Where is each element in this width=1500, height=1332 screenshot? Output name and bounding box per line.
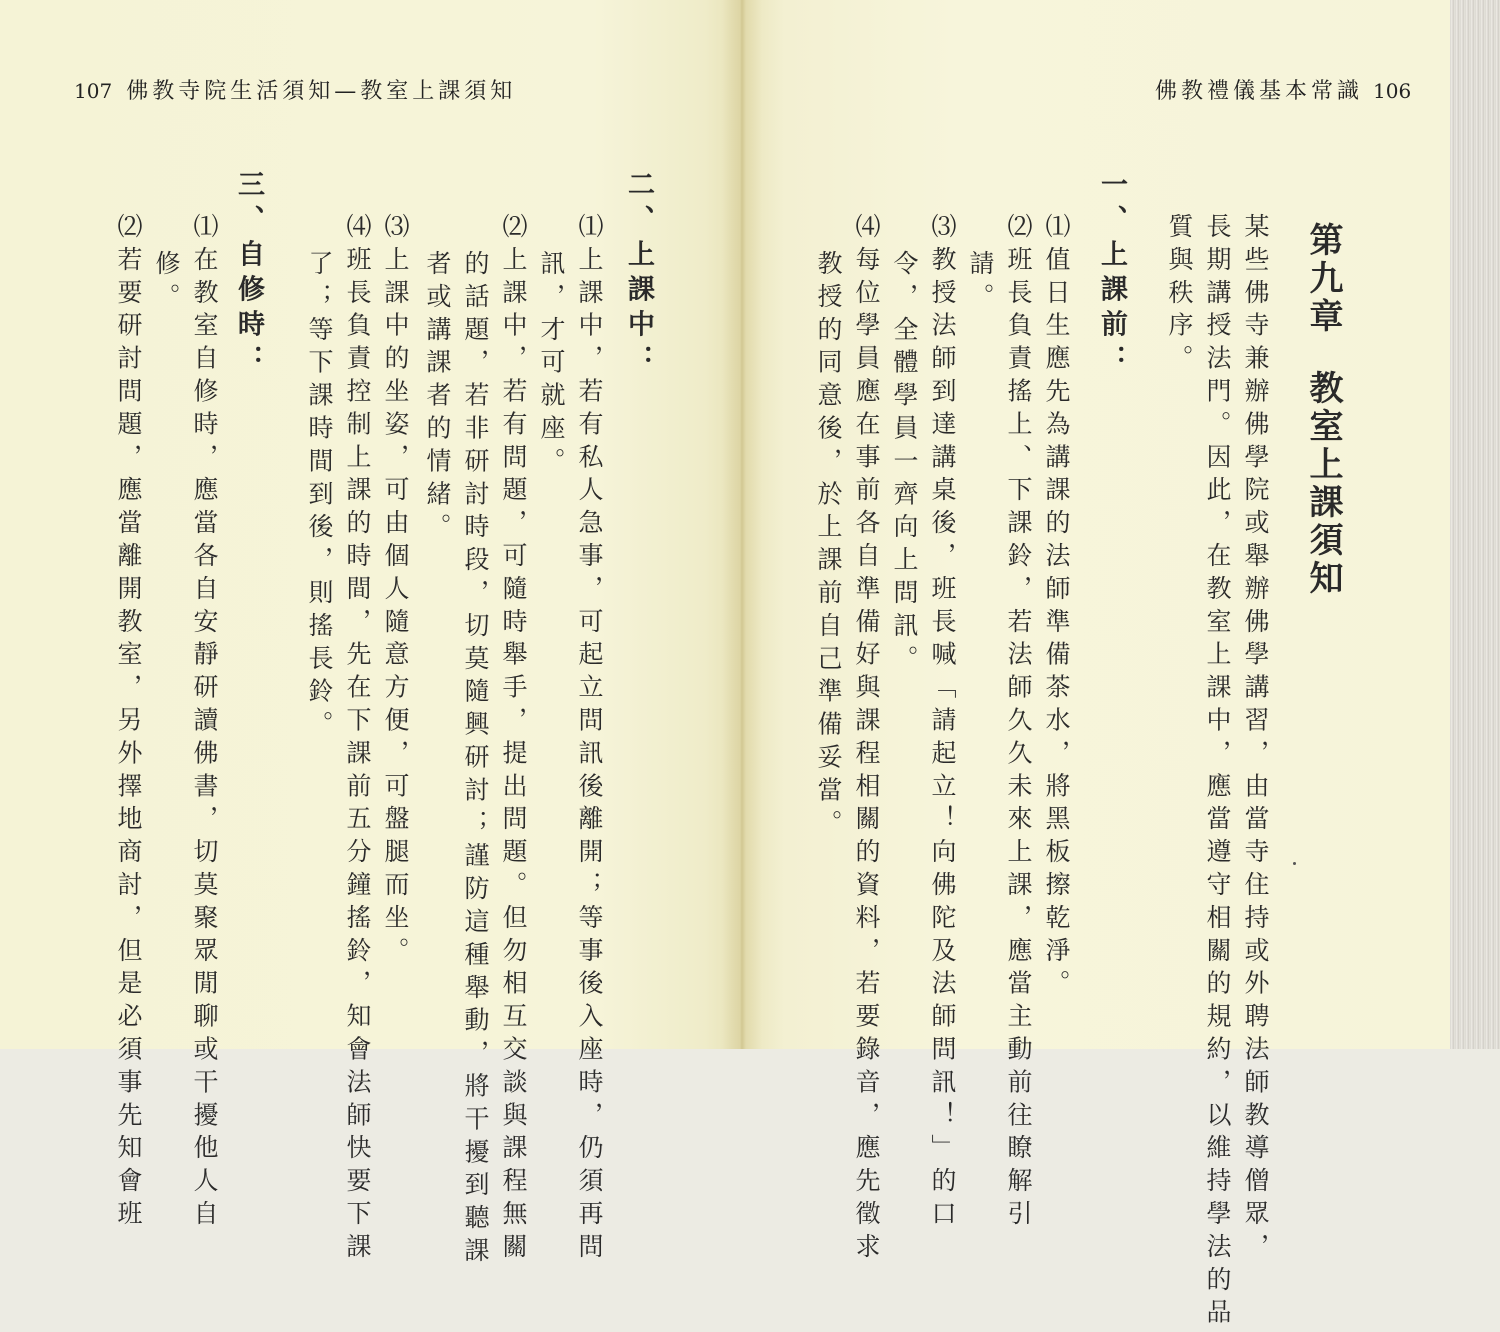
book-gutter xyxy=(722,0,762,1049)
right-page-number: 106 xyxy=(1373,79,1412,103)
section-2-line: 者或講課者的情緒。 xyxy=(423,250,452,547)
section-1-line: 請。 xyxy=(966,250,995,316)
left-running-header xyxy=(74,74,516,105)
section-2-line: ⑶上課中的坐姿，可由個人隨意方便，可盤腿而坐。 xyxy=(381,213,410,970)
section-2-line: 訊，才可就座。 xyxy=(537,250,566,481)
decorative-dot xyxy=(1293,862,1296,865)
section-1-heading: 一、上課前： xyxy=(1096,170,1127,380)
section-3-line: ⑵若要研討問題，應當離開教室，另外擇地商討，但是必須事先知會班 xyxy=(114,213,143,1233)
section-2-line: ⑴上課中，若有私人急事，可起立問訊後離開；等事後入座時，仍須再問 xyxy=(575,213,604,1266)
left-page-number: 107 xyxy=(74,79,113,103)
section-1-line: ⑶教授法師到達講桌後，班長喊「請起立！向佛陀及法師問訊！」的口 xyxy=(928,213,957,1233)
section-3-line: ⑴在教室自修時，應當各自安靜研讀佛書，切莫聚眾閒聊或干擾他人自 xyxy=(190,213,219,1233)
chapter-heading xyxy=(1303,222,1343,598)
section-3-line: 修。 xyxy=(152,250,181,316)
section-2-line: ⑷班長負責控制上課的時間，先在下課前五分鐘搖鈴，知會法師快要下課 xyxy=(343,213,372,1266)
section-2-line: 了；等下課時間到後，則搖長鈴。 xyxy=(305,250,334,744)
section-1-line: ⑴值日生應先為講課的法師準備茶水，將黑板擦乾淨。 xyxy=(1042,213,1071,1003)
section-1-line: 令，全體學員一齊向上問訊。 xyxy=(890,250,919,678)
section-2-heading: 二、上課中： xyxy=(623,170,654,380)
section-1-line: 教授的同意後，於上課前自己準備妥當。 xyxy=(814,250,843,843)
chapter-number: 第九章 xyxy=(1303,222,1343,336)
left-header-title: 佛教寺院生活須知—教室上課須知 xyxy=(126,79,517,104)
section-3-heading: 三、自修時： xyxy=(233,170,264,380)
right-running-header xyxy=(1155,74,1411,105)
intro-line: 質與秩序。 xyxy=(1165,213,1194,378)
right-header-title: 佛教禮儀基本常識 xyxy=(1155,79,1364,104)
section-1-line: ⑷每位學員應在事前各自準備好與課程相關的資料，若要錄音，應先徵求 xyxy=(852,213,881,1266)
intro-line: 某些佛寺兼辦佛學院或舉辦佛學講習，由當寺住持或外聘法師教導僧眾， xyxy=(1241,213,1270,1266)
chapter-title: 教室上課須知 xyxy=(1303,370,1343,598)
page-edges xyxy=(1450,0,1500,1049)
right-page xyxy=(742,0,1450,1049)
intro-line: 長期講授法門。因此，在教室上課中，應當遵守相關的規約，以維持學法的品 xyxy=(1203,213,1232,1332)
section-2-line: 的話題，若非研討時段，切莫隨興研討；謹防這種舉動，將干擾到聽課 xyxy=(461,250,490,1270)
section-1-line: ⑵班長負責搖上、下課鈴，若法師久久未來上課，應當主動前往瞭解引 xyxy=(1004,213,1033,1233)
section-2-line: ⑵上課中，若有問題，可隨時舉手，提出問題。但勿相互交談與課程無關 xyxy=(499,213,528,1266)
